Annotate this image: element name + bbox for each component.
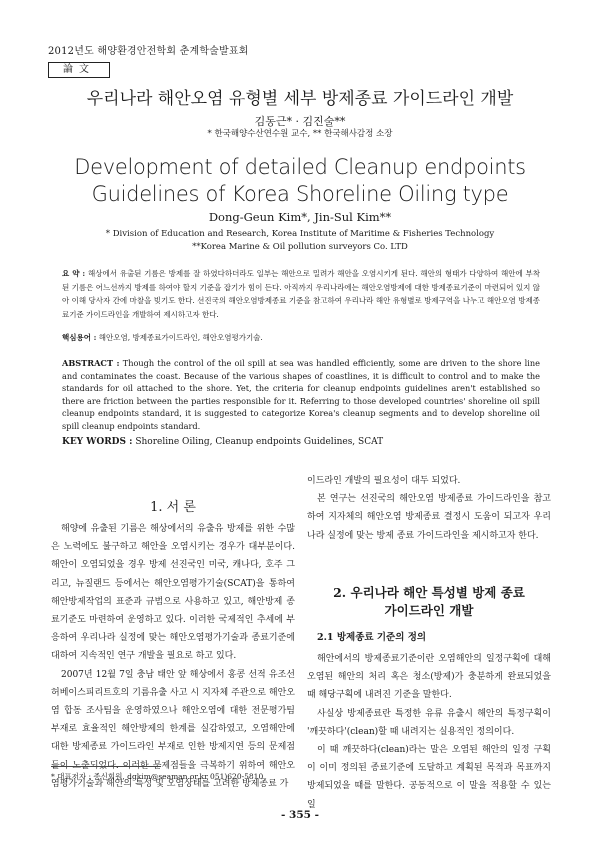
section2-paragraph-1: 해안에서의 방제종료기준이란 오염해안의 일정구획에 대해 오염된 해안의 처리 혹은 청소(방제)가 충분하게 완료되었을 때 해당구획에 내려진 기준을 말한다. xyxy=(307,654,551,701)
english-affiliations xyxy=(0,228,600,254)
english-keywords xyxy=(62,437,540,447)
conference-header: 2012년도 해양환경안전학회 춘계학술발표회 xyxy=(48,46,249,57)
english-title: Development of detailed Cleanup endpoints Guidelines of Korea Shoreline Oiling type xyxy=(74,155,526,206)
english-keywords-text: Shoreline Oiling, Cleanup endpoints Guidelines, SCAT xyxy=(135,437,384,447)
article-type-tag: 論文 xyxy=(48,62,110,78)
section2-heading xyxy=(307,584,551,620)
korean-authors: 김동근* · 김진술** xyxy=(254,115,346,128)
section1-heading: 1. 서 론 xyxy=(150,500,196,515)
right-column-paragraph: 본 연구는 선진국의 해안오염 방제종료 가이드라인을 참고하여 지자체의 해안오염 방제종료 결정시 도움이 되고자 우리나라 실정에 맞는 방제 종료 가이드라인을 제시하고자 한다. xyxy=(307,494,551,541)
korean-abstract-label: 요 약 : xyxy=(62,269,86,278)
page-number: - 355 - xyxy=(281,809,319,821)
korean-title: 우리나라 해안오염 유형별 세부 방제종료 가이드라인 개발 xyxy=(86,89,514,109)
english-affiliation-1: * Division of Education and Research, Korea Institute of Maritime & Fisheries Technology xyxy=(105,229,495,239)
section2-body xyxy=(307,650,551,814)
section1-body xyxy=(51,520,295,793)
english-keywords-label: KEY WORDS : xyxy=(62,437,133,447)
english-affiliation-2: **Korea Marine & Oil pollution surveyors Co. LTD xyxy=(192,242,408,252)
right-column-continuation: 이드라인 개발의 필요성이 대두 되었다. xyxy=(307,476,461,486)
section1-paragraph-1: 해양에 유출된 기름은 해상에서의 유출유 방제를 위한 수많은 노력에도 불구하고 해안을 오염시키는 경우가 대부분이다. 해안이 오염되었을 경우 방제 선진국인 미국, 캐나다, 호주 그리고, 뉴질랜드 등에서는 해안오염평가기술(SCAT)을 통하여 해안방제작업의 표준과 규범으로 사용하고 있고, 해안방제 종료기준도 마련하여 운영하고 있다. 이러한 국제적인 추세에 부응하여 우리나라 실정에 맞는 해안오염평가기술과 종료기준에 대하여 지속적인 연구 개발을 필요로 하고 있다. xyxy=(51,524,295,662)
korean-keywords xyxy=(62,332,540,343)
english-authors: Dong-Geun Kim*, Jin-Sul Kim** xyxy=(208,210,392,224)
english-abstract-text: Though the control of the oil spill at sea was handled efficiently, some are driven to the shore line and contaminates the coast. Because of the various shapes of coastlines, it is difficult to control and to make the standards for oil attached to the shore. Yet, the criteria for cleanup endpoints guidelines aren't established so there are friction between the parties responsible for it. Referring to those developed countries' shoreline oil spill cleanup endpoints standard, it is suggested to categorize Korea's cleanup segments and to develop shoreline oil spill cleanup endpoints standard. xyxy=(62,358,541,431)
korean-abstract xyxy=(62,267,540,321)
footnote-divider xyxy=(51,766,161,767)
right-column-intro xyxy=(307,472,551,545)
footnote: * 대표저자 : 종신회원, dgkim@seaman.or.kr 051)620-5810 xyxy=(51,772,264,781)
english-abstract xyxy=(62,357,540,433)
korean-abstract-text: 해상에서 유출된 기름은 방제를 잘 하였다하더라도 일부는 해안으로 밀려가 해안을 오염시키게 된다. 해안의 형태가 다양하여 해안에 부착된 기름은 어느선까지 방제를 하여야 할지 기준을 잡기가 힘이 든다. 아직까지 우리나라에는 해안오염방제에 대한 방제종료기준이 마련되어 있지 않아 이해 당사자 간에 마찰을 빚기도 한다. 선진국의 해안오염방제종료 기준을 참고하여 우리나라 해안 유형별로 방제구역을 나누고 해안오염 방제종료기준 가이드라인을 개발하여 제시하고자 한다. xyxy=(62,269,541,319)
section2-heading-line2: 가이드라인 개발 xyxy=(384,603,474,618)
english-abstract-label: ABSTRACT : xyxy=(62,358,120,368)
korean-keywords-label: 핵심용어 : xyxy=(62,333,97,342)
subsection-2-1-heading: 2.1 방제종료 기준의 정의 xyxy=(317,632,427,643)
section2-paragraph-3: 이 때 깨끗하다(clean)라는 말은 오염된 해안의 일정 구획이 이미 정의된 종료기준에 도달하고 계획된 목적과 목표까지 방제되었을 때를 말한다. 공동적으로 이 말을 적용할 수 있는 일 xyxy=(307,745,551,810)
section1-paragraph-2: 2007년 12월 7일 충남 태안 앞 해상에서 홍콩 선적 유조선 허베이스피리트호의 기름유출 사고 시 지자체 주관으로 해안오염 합동 조사팀을 운영하였으나 해안오염에 대한 전문평가팀 부재로 효율적인 해안방제의 한계를 실감하였고, 오염해안에 대한 방제종료 가이드라인 부재로 인한 방제지연 등의 문제점들이 노출되었다. 이러한 문제점들을 극복하기 위하여 해안오염평가기술과 해안의 특성 및 오염상태를 고려한 방제종료 가 xyxy=(51,669,295,789)
korean-affiliations: * 한국해양수산연수원 교수, ** 한국해사감정 소장 xyxy=(207,129,393,139)
section2-paragraph-2: 사실상 방제종료란 특정한 유류 유출시 해안의 특정구획이 '깨끗하다'(clean)할 때 내려지는 실용적인 정의이다. xyxy=(307,708,551,737)
korean-keywords-text: 해안오염, 방제종료가이드라인, 해안오염평가기술. xyxy=(98,333,263,342)
section2-heading-line1: 2. 우리나라 해안 특성별 방제 종료 xyxy=(333,585,525,600)
